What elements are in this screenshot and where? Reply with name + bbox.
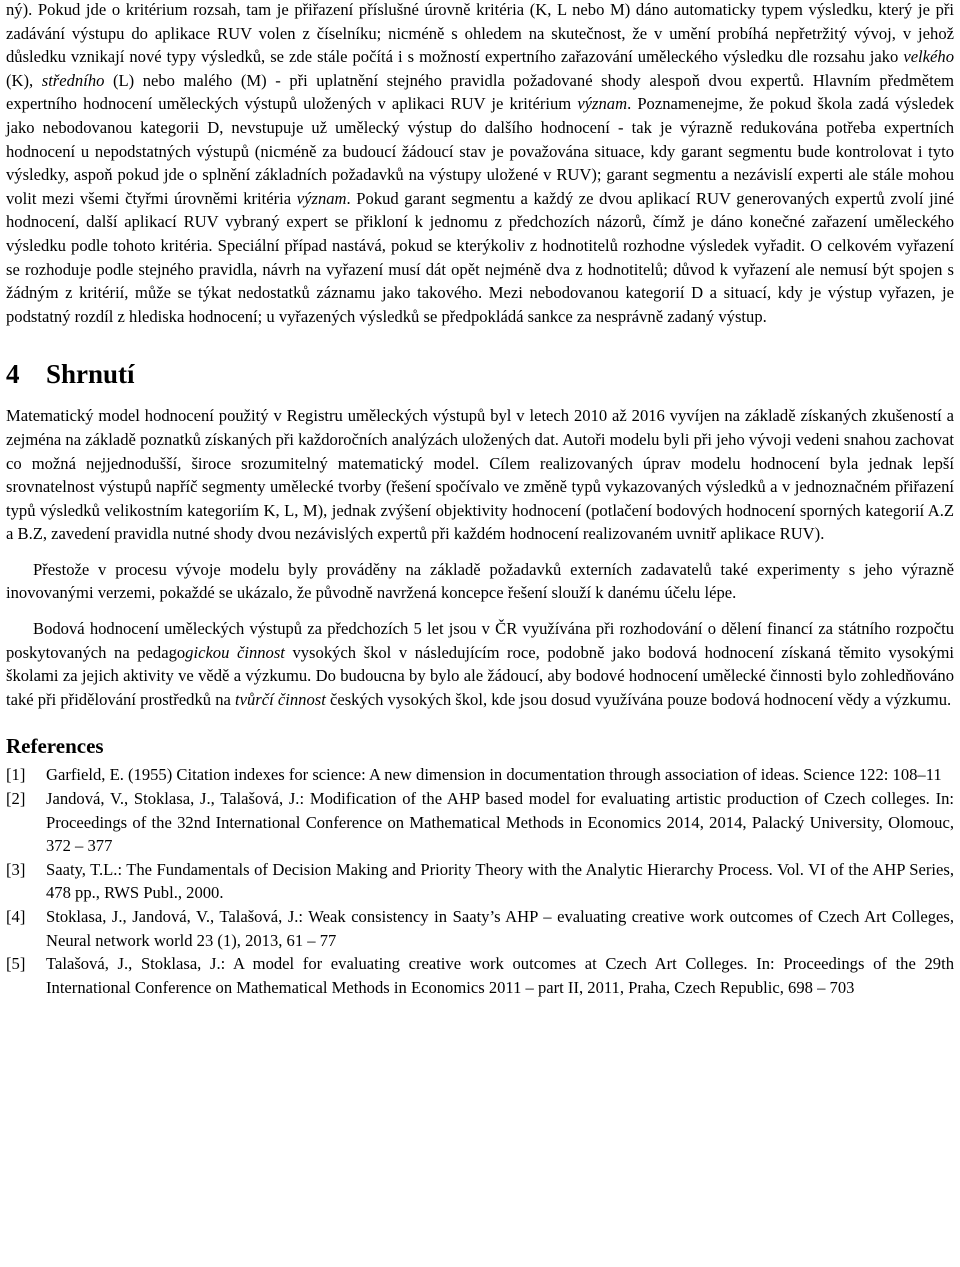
summary-paragraph-2: Přestože v procesu vývoje modelu byly prováděny na základě požadavků externích zadavatelů také experimenty s jeho výrazně inovovanými verzemi, pokaždé se ukázalo, že původně navržená koncepce řešení slouží k danému účelu lépe.	[6, 559, 954, 603]
intro-italic-2: středního	[41, 70, 105, 90]
intro-text-2: (K),	[6, 70, 42, 90]
reference-text: Talašová, J., Stoklasa, J.: A model for evaluating creative work outcomes at Czech Art Colleges. In: Proceedings of the 29th International Conference on Mathematical Methods in Economics 2011 – part II, 2011, Praha, Czech Republic, 698 – 703	[46, 954, 954, 997]
reference-text: Jandová, V., Stoklasa, J., Talašová, J.: Modification of the AHP based model for evaluating artistic production of Czech colleges. In: Proceedings of the 32nd International Conference on Mathematical Methods in Economics 2014, 2014, Palacký University, Olomouc, 372 – 377	[46, 789, 954, 856]
closing-text-3: českých vysokých škol, kde jsou dosud využívána pouze bodová hodnocení vědy a výzkumu.	[325, 689, 952, 709]
intro-text-1: ný). Pokud jde o kritérium rozsah, tam je přiřazení příslušné úrovně kritéria (K, L nebo M) dáno automaticky typem výsledku, který je při zadávání výstupu do aplikace RUV volen z číselníku; nicméně s ohledem na skutečnost, že v umění probíhá nepřetržitý vývoj, v jehož důsledku vznikají nové typy výsledků, se zde stále počítá i s možností expertního zařazování uměleckého výsledku dle rozsahu jako	[6, 0, 954, 67]
reference-item	[6, 858, 954, 905]
section-title: Shrnutí	[46, 359, 135, 390]
reference-list	[6, 763, 954, 999]
reference-mark: [5]	[6, 954, 26, 974]
section-number: 4	[6, 359, 20, 390]
closing-italic-2: tvůrčí činnost	[235, 689, 326, 709]
reference-item	[6, 763, 954, 787]
closing-text-2: vysokých škol v následujícím roce, podobně jako bodová hodnocení získaná těmito vysokými školami za jejich aktivity ve vědě a výzkumu. Do budoucna by bylo ale žádoucí, aby bodové hodnocení umělecké činnosti bylo zohledňováno také při přidělování prostředků na	[6, 642, 954, 709]
intro-text-4: . Poznamenejme, že pokud škola zadá výsledek jako nebodovanou kategorii D, nevstupuje už umělecký výstup do dalšího hodnocení - tak je výrazně redukována potřeba expertních hodnocení u nepodstatných výstupů (nicméně za budoucí žádoucí stav je považována situace, kdy garant segmentu bude kontrolovat i tyto výsledky, aspoň pokud jde o splnění základních požadavků na výstupy uložené v RUV); garant segmentu a nezávislí experti ale stále mohou volit mezi všemi čtyřmi úrovněmi kritéria	[6, 94, 954, 208]
closing-italic-1: gickou činnost	[185, 642, 285, 662]
section-heading	[6, 358, 954, 390]
reference-item	[6, 905, 954, 952]
references-heading: References	[6, 734, 104, 759]
reference-item	[6, 787, 954, 858]
intro-italic-1: velkého	[903, 47, 954, 67]
reference-mark: [1]	[6, 765, 26, 785]
intro-italic-3: význam	[577, 94, 628, 114]
reference-mark: [4]	[6, 907, 26, 926]
closing-paragraph	[6, 617, 954, 711]
summary-paragraph-1: Matematický model hodnocení použitý v Registru uměleckých výstupů byl v letech 2010 až 2016 vyvíjen na základě získaných zkušeností a zejména na základě poznatků získaných při každoročních analýzách uložených dat. Autoři modelu byli při jeho vývoji vedeni snahou zachovat co možná nejjednodušší, široce srozumitelný matematický model. Cílem realizovaných úprav modelu hodnocení byla jednak lepší srovnatelnost výstupů napříč segmenty umělecké tvorby (řešení spočívalo ve změně typů vykazovaných výsledků a v jednoznačném přiřazení typů výsledků velikostním kategoriím K, L, M), jednak zvýšení objektivity hodnocení (potlačení bodových hodnocení sporných kategorií A.Z a B.Z, zavedení pravidla nutné shody dvou nezávislých expertů při každém hodnocení realizovaném uvnitř aplikace RUV).	[6, 406, 954, 544]
intro-text-3: (L) nebo malého (M) - při uplatnění stejného pravidla požadované shody alespoň dvou expertů. Hlavním předmětem expertního hodnocení uměleckých výstupů uložených v aplikaci RUV je kritérium	[6, 70, 954, 114]
reference-mark: [3]	[6, 859, 26, 879]
intro-italic-4: význam	[296, 188, 347, 208]
reference-text: Saaty, T.L.: The Fundamentals of Decision Making and Priority Theory with the Analytic Hierarchy Process. Vol. VI of the AHP Series, 478 pp., RWS Publ., 2000.	[46, 859, 954, 903]
reference-mark: [2]	[6, 789, 26, 809]
reference-text: Garfield, E. (1955) Citation indexes for science: A new dimension in documentation through association of ideas. Science 122: 108–11	[46, 765, 942, 785]
intro-text-5: . Pokud garant segmentu a každý ze dvou aplikací RUV generovaných expertů zvolí jiné hodnocení, další aplikací RUV vybraný expert se přikloní k jednomu z předchozích názorů, čímž je dáno konečné zařazení uměleckého výsledku podle tohoto kritéria. Speciální případ nastává, pokud se kterýkoliv z hodnotitelů rozhodne výsledek vyřadit. O celkovém vyřazení se rozhoduje podle stejného pravidla, návrh na vyřazení musí dát opět nejméně dva z hodnotitelů; důvod k vyřazení ale nemusí být spojen s žádným z kritérií, může se týkat nedostatků záznamu jako takového. Mezi nebodovanou kategorií D a situací, kdy je výstup vyřazen, je podstatný rozdíl z hlediska hodnocení; u vyřazených výsledků se předpokládá sankce za nesprávně zadaný výstup.	[6, 188, 954, 326]
reference-item	[6, 952, 954, 999]
reference-text: Stoklasa, J., Jandová, V., Talašová, J.: Weak consistency in Saaty’s AHP – evaluating creative work outcomes of Czech Art Colleges, Neural network world 23 (1), 2013, 61 – 77	[46, 907, 954, 950]
closing-text-1: Bodová hodnocení uměleckých výstupů za předchozích 5 let jsou v ČR využívána při rozhodování o dělení financí za státního rozpočtu poskytovaných na pedago	[6, 619, 954, 662]
intro-paragraph	[6, 0, 954, 328]
